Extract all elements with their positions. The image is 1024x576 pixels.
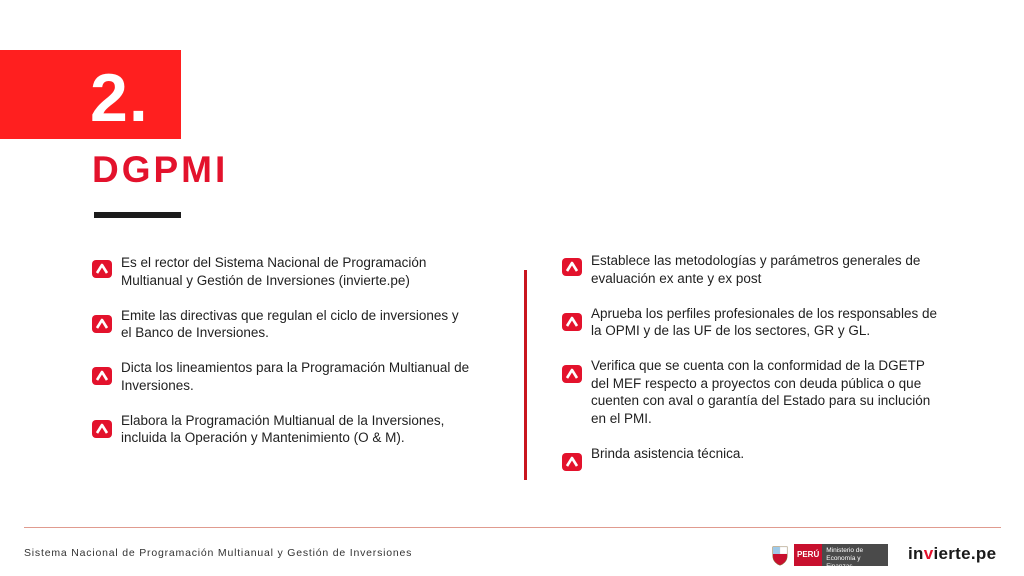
brand-accent: v — [923, 544, 934, 563]
list-item — [562, 305, 946, 340]
chevron-up-icon — [92, 367, 112, 385]
chevron-up-icon — [562, 365, 582, 383]
list-item-text: Es el rector del Sistema Nacional de Programación Multianual y Gestión de Inversiones (invierte.pe) — [121, 255, 427, 288]
list-item-text: Brinda asistencia técnica. — [591, 445, 745, 461]
list-item-text: Verifica que se cuenta con la conformidad de la DGETP del MEF respecto a proyectos con deuda pública o que cuenten con aval o garantía del Estado para su inclución en el PMI. — [591, 358, 931, 426]
right-column — [562, 252, 946, 480]
footer-system-name: Sistema Nacional de Programación Multianual y Gestión de Inversiones — [24, 547, 413, 559]
list-item-text: Aprueba los perfiles profesionales de los responsables de la OPMI y de las UF de los sectores, GR y GL. — [591, 305, 937, 338]
list-item-text: Emite las directivas que regulan el ciclo de inversiones y el Banco de Inversiones. — [121, 307, 459, 340]
chevron-up-icon — [562, 313, 582, 331]
list-item-text: Establece las metodologías y parámetros generales de evaluación ex ante y ex post — [591, 253, 921, 286]
ministry-label: Ministerio de Economía y Finanzas — [822, 544, 888, 566]
list-item — [92, 359, 472, 394]
chevron-up-icon — [562, 453, 582, 471]
brand-prefix: in — [908, 544, 924, 563]
list-item — [92, 412, 472, 447]
column-divider — [524, 270, 527, 480]
chevron-up-icon — [92, 420, 112, 438]
title-underline — [94, 212, 181, 218]
peru-label: PERÚ — [794, 544, 822, 566]
list-item — [562, 357, 946, 427]
invierte-logo — [908, 544, 996, 564]
list-item — [562, 445, 946, 463]
mef-logo — [770, 543, 888, 570]
footer-divider — [24, 527, 1001, 528]
chevron-up-icon — [92, 315, 112, 333]
chevron-up-icon — [92, 260, 112, 278]
list-item — [92, 254, 472, 289]
list-item — [92, 307, 472, 342]
slide-title: DGPMI — [92, 149, 229, 190]
list-item-text: Elabora la Programación Multianual de la Inversiones, incluida la Operación y Mantenimiento (O & M). — [121, 412, 445, 445]
brand-suffix: ierte.pe — [933, 544, 997, 563]
chevron-up-icon — [562, 258, 582, 276]
left-column — [92, 254, 472, 464]
list-item — [562, 252, 946, 287]
peru-shield-icon — [770, 544, 790, 566]
slide-number: 2. — [90, 60, 149, 136]
list-item-text: Dicta los lineamientos para la Programación Multianual de Inversiones. — [121, 360, 470, 393]
